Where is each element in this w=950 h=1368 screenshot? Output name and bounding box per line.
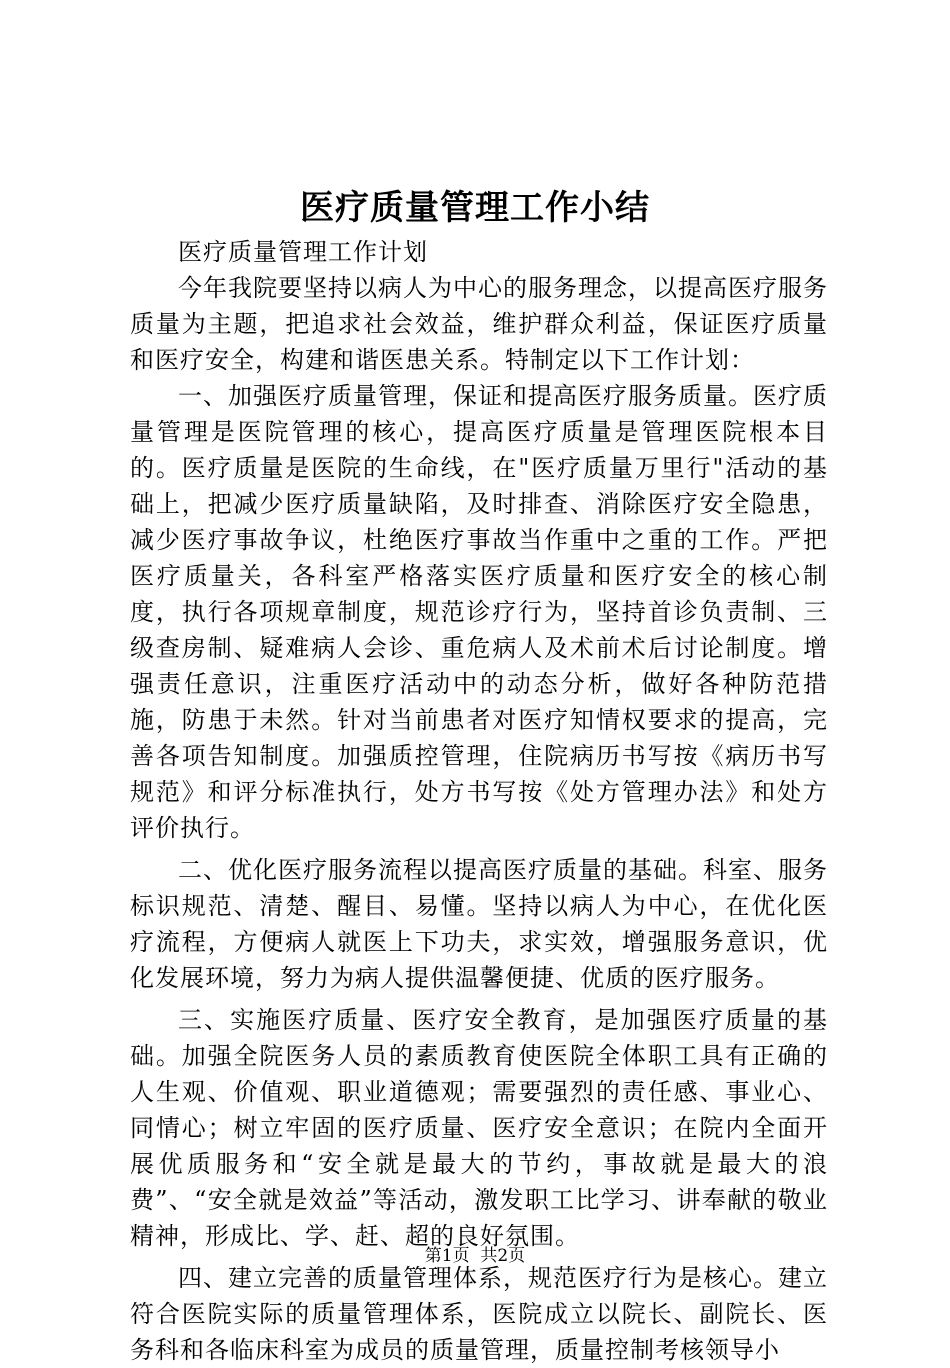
paragraph-intro: 今年我院要坚持以病人为中心的服务理念，以提高医疗服务质量为主题，把追求社会效益，维护群众利益，保证医疗质量和医疗安全，构建和谐医患关系。特制定以下工作计划： <box>130 274 828 374</box>
paragraph-plan-heading: 医疗质量管理工作计划 <box>178 238 428 266</box>
paragraph-section-1: 一、加强医疗质量管理，保证和提高医疗服务质量。医疗质量管理是医院管理的核心，提高医疗质量是管理医院根本目的。医疗质量是医院的生命线，在"医疗质量万里行"活动的基础上，把减少医疗质量缺陷，及时排查、消除医疗安全隐患，减少医疗事故争议，杜绝医疗事故当作重中之重的工作。严把医疗质量关，各科室严格落实医疗质量和医疗安全的核心制度，执行各项规章制度，规范诊疗行为，坚持首诊负责制、三级查房制、疑难病人会诊、重危病人及术前术后讨论制度。增强责任意识，注重医疗活动中的动态分析，做好各种防范措施，防患于未然。针对当前患者对医疗知情权要求的提高，完善各项告知制度。加强质控管理，住院病历书写按《病历书写规范》和评分标准执行，处方书写按《处方管理办法》和处方评价执行。 <box>130 382 828 842</box>
paragraph-section-3: 三、实施医疗质量、医疗安全教育，是加强医疗质量的基础。加强全院医务人员的素质教育使医院全体职工具有正确的人生观、价值观、职业道德观；需要强烈的责任感、事业心、同情心；树立牢固的医疗质量、医疗安全意识；在院内全面开展优质服务和“安全就是最大的节约，事故就是最大的浪费”、“安全就是效益”等活动，激发职工比学习、讲奉献的敬业精神，形成比、学、赶、超的良好氛围。 <box>130 1006 828 1250</box>
page-footer <box>0 1244 950 1268</box>
document-body <box>130 234 828 1368</box>
page-number: 第1页 共2页 <box>424 1246 526 1266</box>
paragraph-section-2: 二、优化医疗服务流程以提高医疗质量的基础。科室、服务标识规范、清楚、醒目、易懂。坚持以病人为中心，在优化医疗流程，方便病人就医上下功夫，求实效，增强服务意识，优化发展环境，努力为病人提供温馨便捷、优质的医疗服务。 <box>130 856 828 992</box>
document-title: 医疗质量管理工作小结 <box>300 188 650 228</box>
paragraph-section-4: 四、建立完善的质量管理体系，规范医疗行为是核心。建立符合医院实际的质量管理体系，医院成立以院长、副院长、医务科和各临床科室为成员的质量管理，质量控制考核领导小 <box>130 1264 828 1364</box>
